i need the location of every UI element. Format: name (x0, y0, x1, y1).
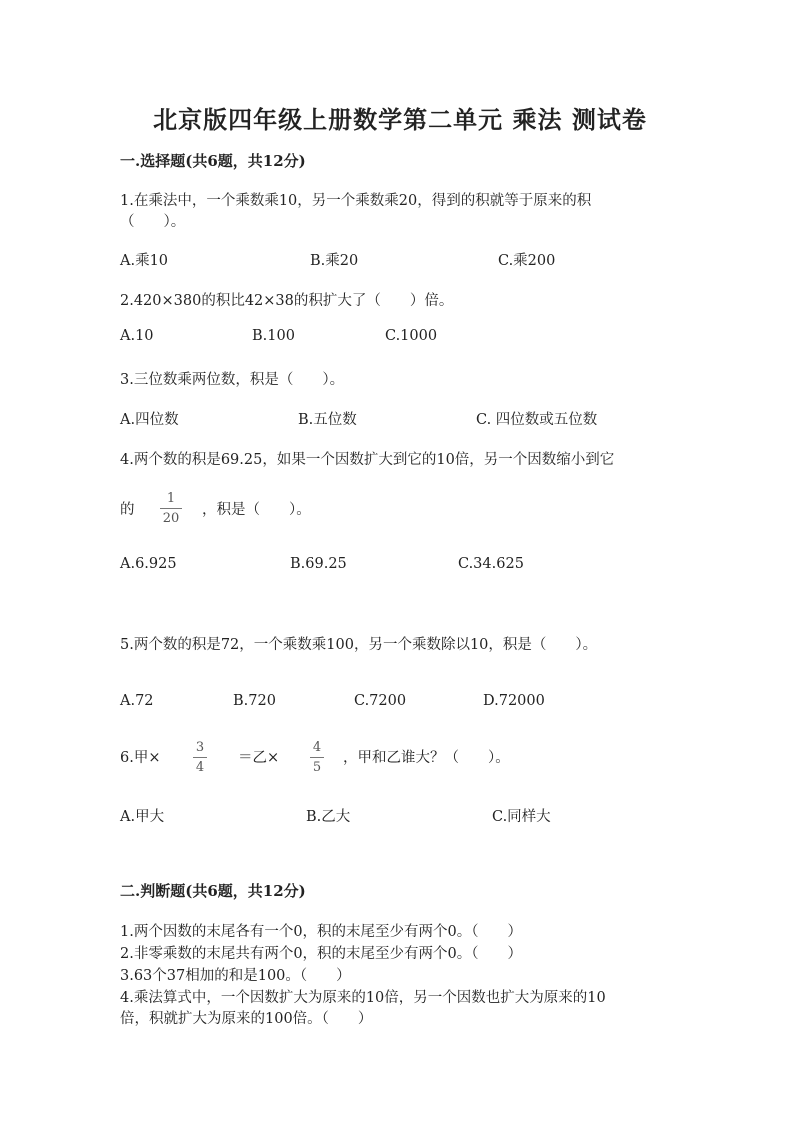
question-6-option-c: C.同样大 (492, 809, 551, 825)
fraction-bar (160, 508, 182, 509)
fraction-bar (310, 757, 324, 758)
question-6-part-2: ＝乙× (238, 750, 280, 766)
question-5-option-c: C.7200 (354, 693, 407, 709)
true-false-item-4-line-2: 倍，积就扩大为原来的100倍。（ ） (120, 1011, 373, 1027)
question-3-option-a: A.四位数 (120, 412, 179, 428)
fraction-denominator: 4 (195, 760, 205, 775)
question-5-text: 5.两个数的积是72，一个乘数乘100，另一个乘数除以10，积是（ ）。 (120, 637, 598, 653)
true-false-item-2: 2.非零乘数的末尾共有两个0，积的末尾至少有两个0。（ ） (120, 946, 523, 962)
question-3-text: 3.三位数乘两位数，积是（ ）。 (120, 372, 345, 388)
question-3-option-c: C. 四位数或五位数 (476, 412, 598, 428)
fraction-three-quarters (193, 739, 207, 776)
question-4-line-2-suffix: ，积是（ ）。 (202, 502, 311, 518)
question-6-part-3: ，甲和乙谁大？（ ）。 (343, 750, 510, 766)
question-1-option-a: A.乘10 (120, 253, 169, 269)
question-6-option-a: A.甲大 (120, 809, 165, 825)
question-2-option-c: C.1000 (385, 328, 438, 344)
true-false-item-1: 1.两个因数的末尾各有一个0，积的末尾至少有两个0。（ ） (120, 924, 523, 940)
question-1-option-c: C.乘200 (498, 253, 556, 269)
question-2-option-b: B.100 (252, 328, 295, 344)
question-1-option-b: B.乘20 (310, 253, 359, 269)
question-1-line-2: （ ）。 (120, 214, 186, 230)
fraction-denominator: 20 (162, 511, 180, 526)
question-4-option-a: A.6.925 (120, 556, 177, 572)
question-6-option-b: B.乙大 (306, 809, 351, 825)
fraction-denominator: 5 (312, 760, 322, 775)
question-4-option-c: C.34.625 (458, 556, 524, 572)
question-4-line-2-prefix: 的 (120, 502, 135, 518)
question-5-option-b: B.720 (233, 693, 276, 709)
fraction-one-twentieth (160, 490, 182, 527)
section-heading-choice: 一.选择题(共6题，共12分) (120, 152, 306, 170)
fraction-numerator: 4 (312, 740, 322, 755)
question-5-option-d: D.72000 (483, 693, 545, 709)
question-3-option-b: B.五位数 (298, 412, 357, 428)
section-heading-true-false: 二.判断题(共6题，共12分) (120, 882, 306, 900)
question-2-option-a: A.10 (120, 328, 154, 344)
fraction-numerator: 3 (195, 740, 205, 755)
fraction-four-fifths (310, 739, 324, 776)
page-title: 北京版四年级上册数学第二单元 乘法 测试卷 (153, 105, 647, 134)
question-6-part-1: 6.甲× (120, 750, 161, 766)
true-false-item-3: 3.63个37相加的和是100。（ ） (120, 968, 351, 984)
question-2-text: 2.420×380的积比42×38的积扩大了（ ）倍。 (120, 293, 454, 309)
true-false-item-4-line-1: 4.乘法算式中，一个因数扩大为原来的10倍，另一个因数也扩大为原来的10 (120, 990, 606, 1006)
fraction-bar (193, 757, 207, 758)
question-5-option-a: A.72 (120, 693, 154, 709)
question-1-line-1: 1.在乘法中，一个乘数乘10，另一个乘数乘20，得到的积就等于原来的积 (120, 193, 592, 209)
question-4-option-b: B.69.25 (290, 556, 347, 572)
fraction-numerator: 1 (166, 491, 176, 506)
question-4-line-1: 4.两个数的积是69.25，如果一个因数扩大到它的10倍，另一个因数缩小到它 (120, 452, 615, 468)
